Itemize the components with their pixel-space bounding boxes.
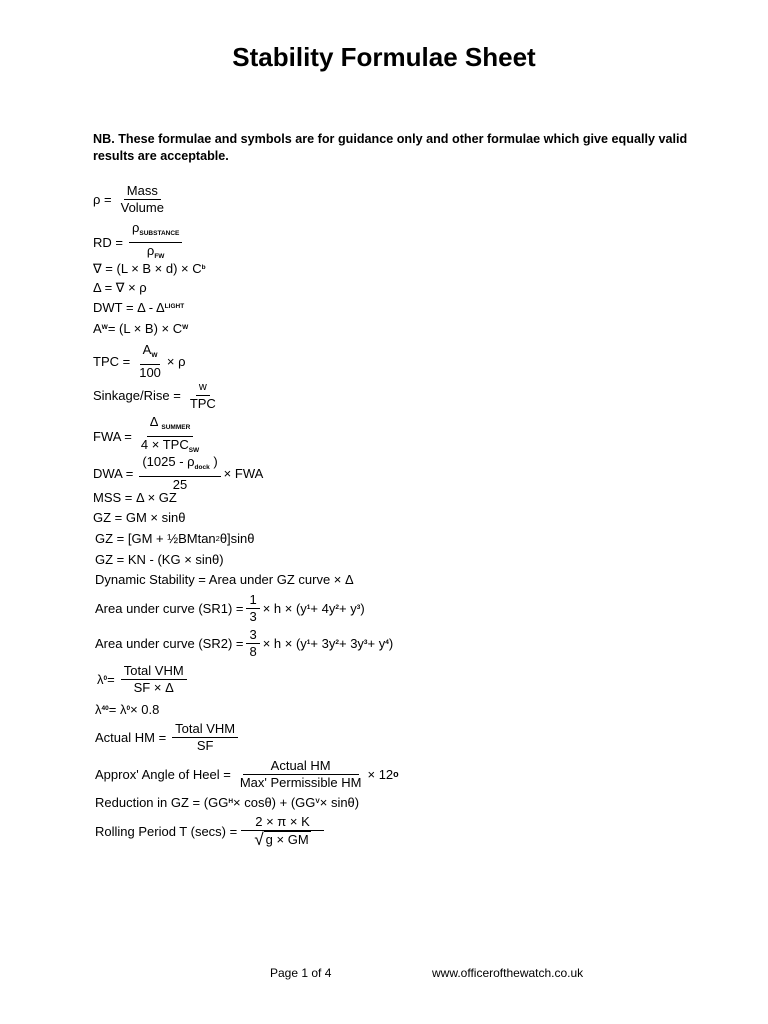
formula-dynamic-stability: Dynamic Stability = Area under GZ curve × Δ	[95, 572, 354, 587]
formula-gz-small-angle: GZ = GM × sinθ	[93, 510, 186, 525]
formula-gz-wall-sided: GZ = [GM + ½BMtan 2 θ]sinθ	[95, 531, 255, 546]
formula-tpc: TPC = $\frac{A_W}{100}$ × ρ	[93, 342, 186, 380]
formula-mss: MSS = Δ × GZ	[93, 490, 177, 505]
formula-actual-hm: Actual HM = $\frac{\text{Total VHM}}{SF}$	[95, 722, 241, 753]
formula-lambda-zero: λ 0 = $\frac{\text{Total VHM}}{SF \times \Delta}$	[97, 664, 190, 695]
formula-lambda-forty: λ 40 = λ 0 × 0.8	[95, 702, 160, 717]
formula-displacement: Δ = ∇ × ρ	[93, 280, 147, 295]
formula-fwa: FWA = $\frac{\Delta _{SUMMER}}{4 \times TPC_{SW}}$	[93, 414, 200, 454]
formula-sinkage: Sinkage/Rise = $\frac{w}{\text{TPC}}$	[93, 381, 216, 411]
formula-waterplane-area: A W = (L × B) × C W	[93, 321, 189, 336]
formula-reduction-in-gz: Reduction in GZ = (GG H × cosθ) + (GG V × sinθ)	[95, 795, 360, 810]
formula-simpsons-first-rule: Area under curve (SR1) = $\frac{1}{3}$ × h × (y 1 + 4y 2 + y 3 )	[95, 592, 365, 624]
website-url: www.officerofthewatch.co.uk	[432, 966, 584, 980]
formula-simpsons-second-rule: Area under curve (SR2) = $\frac{3}{8}$ × h × (y 1 + 3y 2 + 3y 3 + y 4 )	[95, 627, 394, 659]
formula-density: ρ = $\frac{\text{Mass}}{\text{Volume}}$	[93, 183, 164, 215]
formula-volume: ∇ = (L × B × d) × C b	[93, 261, 206, 276]
guidance-note: NB. These formulae and symbols are for guidance only and other formulae which give equally valid results are acceptable.	[93, 132, 688, 163]
formula-angle-of-heel: Approx' Angle of Heel = $\frac{\text{Actual HM}}{\text{Max' Permissible HM}}$ × 12 o	[95, 758, 399, 790]
page-title: Stability Formulae Sheet	[232, 42, 536, 72]
page-number: Page 1 of 4	[270, 966, 332, 980]
formula-relative-density: RD = $\frac{\rho_{SUBSTANCE}}{\rho_{FW}}$	[93, 221, 185, 264]
formula-gz-kn: GZ = KN - (KG × sinθ)	[95, 552, 224, 567]
formula-dwt: DWT = Δ - Δ LIGHT	[93, 300, 185, 315]
formula-rolling-period: Rolling Period T (secs) = 2 × π × K √ g × GM	[95, 815, 327, 848]
formula-dwa: DWA = $\frac{(1025 - \rho_{dock} )}{25}$ × FWA	[93, 454, 264, 492]
